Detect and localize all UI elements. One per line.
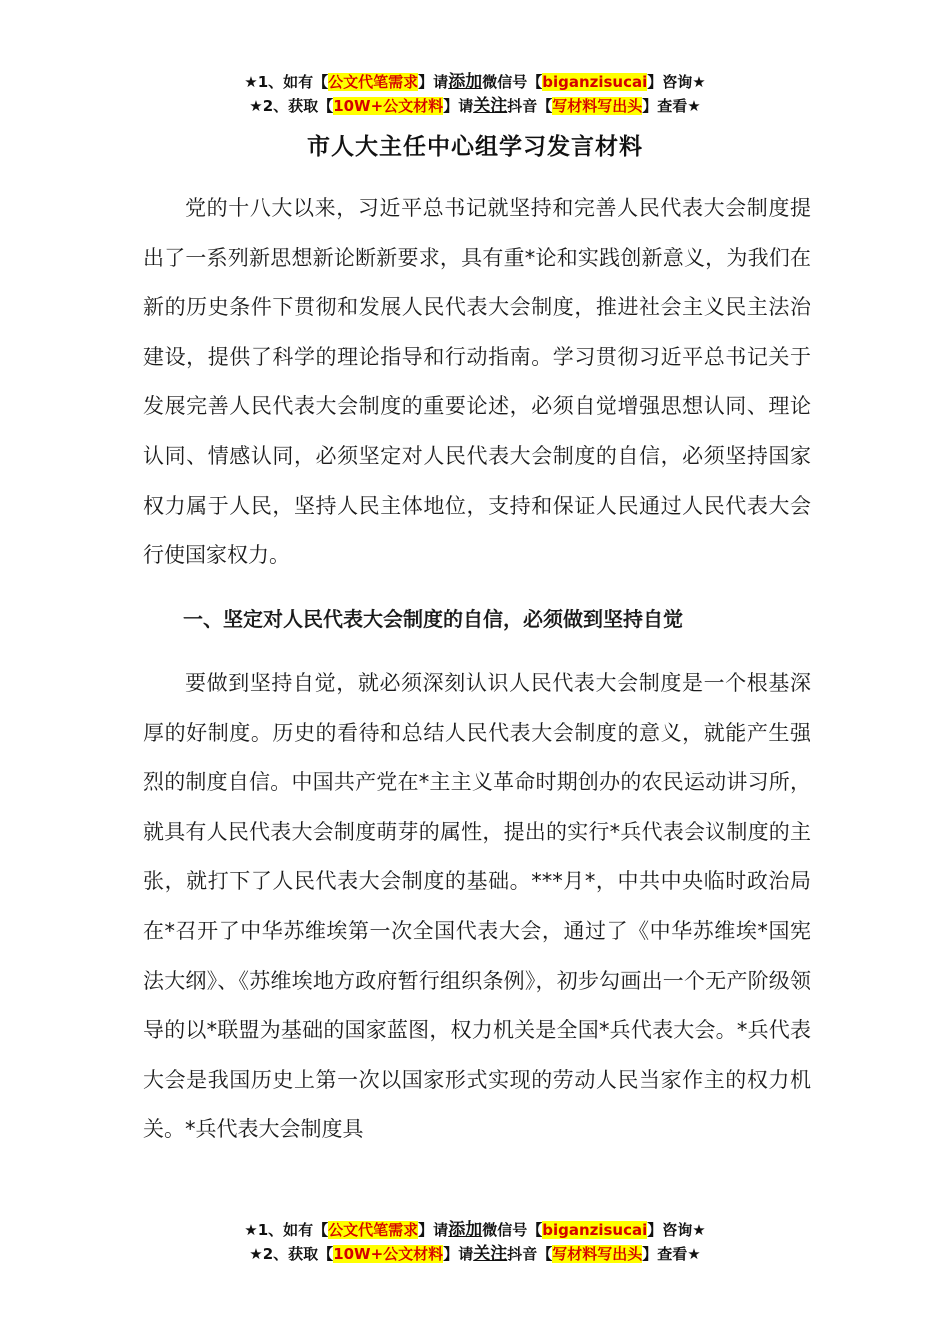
banner-highlight: 写材料写出头 xyxy=(552,97,643,115)
banner-line-1 xyxy=(0,1218,950,1242)
banner-highlight: 公文代笔需求 xyxy=(328,73,419,91)
header-banner xyxy=(0,70,950,118)
banner-line-1 xyxy=(0,70,950,94)
banner-text: 】请 xyxy=(443,1245,474,1263)
body-paragraph-1: 党的十八大以来，习近平总书记就坚持和完善人民代表大会制度提出了一系列新思想新论断新要求，具有重*论和实践创新意义，为我们在新的历史条件下贯彻和发展人民代表大会制度，推进社会主义民主法治建设，提供了科学的理论指导和行动指南。学习贯彻习近平总书记关于发展完善人民代表大会制度的重要论述，必须自觉增强思想认同、理论认同、情感认同，必须坚定对人民代表大会制度的自信，必须坚持国家权力属于人民，坚持人民主体地位，支持和保证人民通过人民代表大会行使国家权力。 xyxy=(143,196,811,568)
banner-highlight: 10W+公文材料 xyxy=(333,97,444,115)
banner-text: ★1、如有【 xyxy=(244,73,329,91)
banner-text: 微信号【 xyxy=(482,73,543,91)
banner-text: 微信号【 xyxy=(482,1221,543,1239)
banner-text: 】查看★ xyxy=(642,1245,701,1263)
banner-text: ★2、获取【 xyxy=(249,97,334,115)
banner-text: ★2、获取【 xyxy=(249,1245,334,1263)
banner-text: 抖音【 xyxy=(507,1245,553,1263)
banner-highlight: 写材料写出头 xyxy=(552,1245,643,1263)
banner-text: 】请 xyxy=(418,73,449,91)
banner-emphasis: 关注 xyxy=(473,96,508,116)
banner-text: 抖音【 xyxy=(507,97,553,115)
banner-text: 】请 xyxy=(418,1221,449,1239)
banner-text: ★1、如有【 xyxy=(244,1221,329,1239)
banner-highlight: 公文代笔需求 xyxy=(328,1221,419,1239)
banner-line-2 xyxy=(0,94,950,118)
banner-highlight: biganzisucai xyxy=(542,73,648,91)
banner-text: 】请 xyxy=(443,97,474,115)
body-paragraph-2: 要做到坚持自觉，就必须深刻认识人民代表大会制度是一个根基深厚的好制度。历史的看待和总结人民代表大会制度的意义，就能产生强烈的制度自信。中国共产党在*主主义革命时期创办的农民运动讲习所，就具有人民代表大会制度萌芽的属性，提出的实行*兵代表会议制度的主张，就打下了人民代表大会制度的基础。***月*，中共中央临时政治局在*召开了中华苏维埃第一次全国代表大会，通过了《中华苏维埃*国宪法大纲》、《苏维埃地方政府暂行组织条例》，初步勾画出一个无产阶级领导的以*联盟为基础的国家蓝图，权力机关是全国*兵代表大会。*兵代表大会是我国历史上第一次以国家形式实现的劳动人民当家作主的权力机关。*兵代表大会制度具 xyxy=(143,671,811,1142)
banner-line-2 xyxy=(0,1242,950,1266)
banner-text: 】查看★ xyxy=(642,97,701,115)
banner-emphasis: 添加 xyxy=(448,72,483,92)
banner-emphasis: 关注 xyxy=(473,1244,508,1264)
banner-text: 】咨询★ xyxy=(647,73,706,91)
section-heading-1: 一、坚定对人民代表大会制度的自信，必须做到坚持自觉 xyxy=(183,607,683,631)
document-title: 市人大主任中心组学习发言材料 xyxy=(307,134,643,160)
footer-banner xyxy=(0,1218,950,1266)
banner-highlight: 10W+公文材料 xyxy=(333,1245,444,1263)
banner-emphasis: 添加 xyxy=(448,1220,483,1240)
banner-text: 】咨询★ xyxy=(647,1221,706,1239)
banner-highlight: biganzisucai xyxy=(542,1221,648,1239)
